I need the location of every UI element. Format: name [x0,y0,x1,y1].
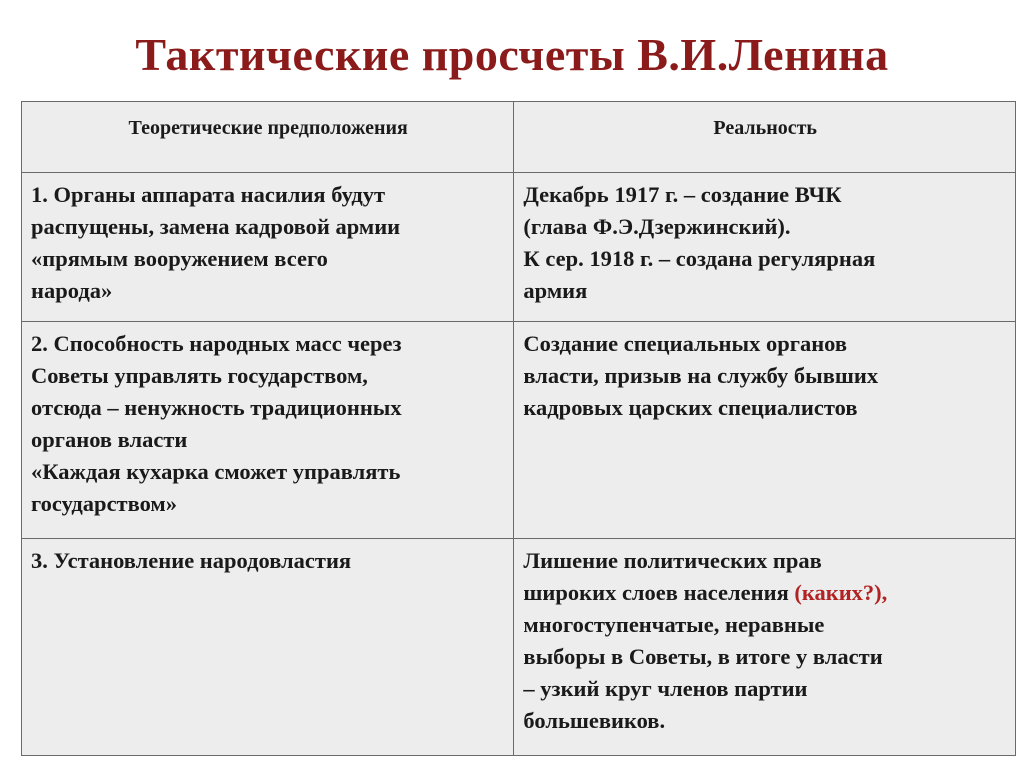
text-line: 2. Способность народных масс через [31,331,402,356]
text-line: Советы управлять государством, [31,363,368,388]
cell-reality-3 [514,539,1016,756]
text-line: отсюда – ненужность традиционных [31,395,402,420]
slide-title: Тактические просчеты В.И.Ленина [135,29,889,80]
text-line: Создание специальных органов [523,331,848,356]
cell-theory-1 [22,173,514,322]
text-fragment: широких слоев населения [523,580,795,605]
text-line: кадровых царских специалистов [523,395,858,420]
text-line: К сер. 1918 г. – создана регулярная [523,246,876,271]
text-line: Декабрь 1917 г. – создание ВЧК [523,182,842,207]
text-line: многоступенчатые, неравные [523,612,825,637]
quote-line: «Каждая кухарка сможет управлять [31,459,401,484]
text-line: Лишение политических прав [523,548,822,573]
text-line: выборы в Советы, в итоге у власти [523,644,883,669]
text-line: распущены, замена кадровой армии [31,214,401,239]
cell-theory-3 [22,539,514,756]
cell-reality-1 [514,173,1016,322]
cell-theory-2 [22,322,514,539]
table-row [22,322,1016,539]
text-line: армия [523,278,588,303]
cell-reality-2 [514,322,1016,539]
text-line: большевиков. [523,708,666,733]
table-header-row [22,102,1016,173]
text-line: 1. Органы аппарата насилия будут [31,182,386,207]
text-line [523,577,1007,609]
quote-line: государством» [31,491,178,516]
text-line: (глава Ф.Э.Дзержинский). [523,214,791,239]
text-line: 3. Установление народовластия [31,548,352,573]
text-line: органов власти [31,427,188,452]
comparison-table [21,101,1016,756]
header-theory: Теоретические предположения [22,102,514,173]
table-row [22,173,1016,322]
text-line: народа» [31,278,113,303]
text-line: – узкий круг членов партии [523,676,808,701]
table-row [22,539,1016,756]
header-reality: Реальность [514,102,1016,173]
text-line: власти, призыв на службу бывших [523,363,879,388]
highlight-question: (каких?), [794,580,888,605]
text-line: «прямым вооружением всего [31,246,328,271]
